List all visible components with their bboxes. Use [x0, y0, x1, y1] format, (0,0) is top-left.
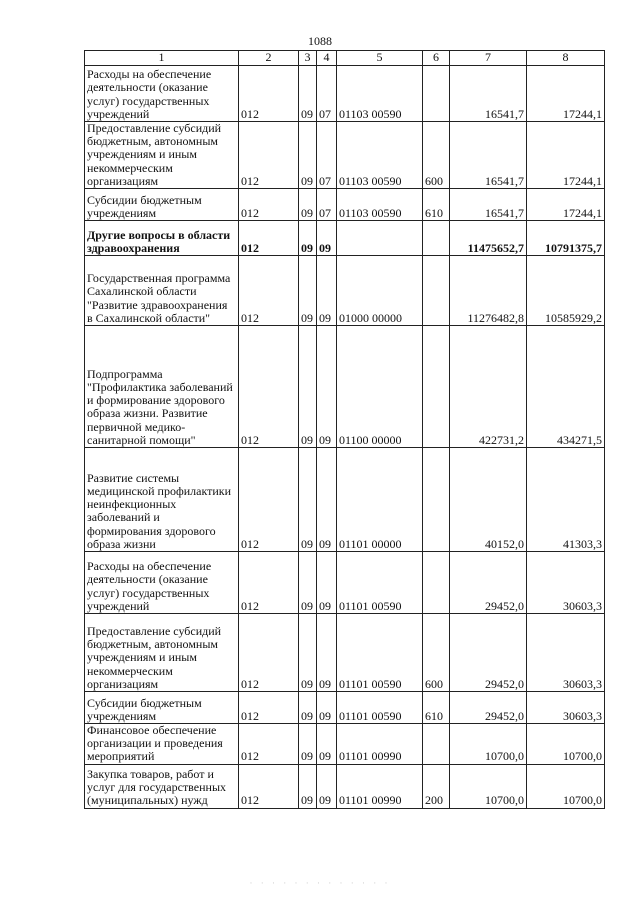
- ministry-code-cell: 012: [239, 448, 299, 552]
- table-row: [85, 614, 605, 692]
- amount-year1-cell: 16541,7: [450, 122, 527, 189]
- row-name-cell: Расходы на обеспечение деятельности (оказание услуг) государственных учреждений: [85, 552, 239, 614]
- target-article-cell: 01101 00590: [337, 552, 423, 614]
- ministry-code-cell: 012: [239, 66, 299, 122]
- section-code-cell: 09: [299, 189, 317, 221]
- table-row: [85, 692, 605, 724]
- expense-type-cell: [423, 326, 450, 448]
- expense-type-cell: [423, 552, 450, 614]
- table-row: [85, 326, 605, 448]
- expense-type-cell: [423, 66, 450, 122]
- ministry-code-cell: 012: [239, 326, 299, 448]
- amount-year2-cell: 10791375,7: [527, 221, 605, 256]
- column-header: 8: [527, 51, 605, 66]
- target-article-cell: 01100 00000: [337, 326, 423, 448]
- section-code-cell: 09: [299, 692, 317, 724]
- column-header: 1: [85, 51, 239, 66]
- page-number: 1088: [308, 34, 332, 48]
- target-article-cell: 01101 00590: [337, 614, 423, 692]
- expense-type-cell: [423, 221, 450, 256]
- ministry-code-cell: 012: [239, 221, 299, 256]
- amount-year2-cell: 30603,3: [527, 614, 605, 692]
- subsection-code-cell: 09: [317, 552, 337, 614]
- target-article-cell: 01000 00000: [337, 256, 423, 326]
- section-code-cell: 09: [299, 448, 317, 552]
- scan-noise: · · · · · · · · · · · · ·: [249, 878, 391, 888]
- header-row: [85, 51, 605, 66]
- amount-year1-cell: 16541,7: [450, 189, 527, 221]
- amount-year1-cell: 29452,0: [450, 692, 527, 724]
- amount-year2-cell: 30603,3: [527, 552, 605, 614]
- table-row: [85, 189, 605, 221]
- section-code-cell: 09: [299, 552, 317, 614]
- column-header: 3: [299, 51, 317, 66]
- target-article-cell: 01103 00590: [337, 66, 423, 122]
- amount-year1-cell: 422731,2: [450, 326, 527, 448]
- row-name-cell: Финансовое обеспечение организации и проведения мероприятий: [85, 724, 239, 765]
- amount-year2-cell: 10585929,2: [527, 256, 605, 326]
- subsection-code-cell: 07: [317, 66, 337, 122]
- row-name-cell: Субсидии бюджетным учреждениям: [85, 189, 239, 221]
- section-code-cell: 09: [299, 122, 317, 189]
- table-row: [85, 764, 605, 808]
- subsection-code-cell: 09: [317, 614, 337, 692]
- subsection-code-cell: 07: [317, 189, 337, 221]
- expense-type-cell: 600: [423, 614, 450, 692]
- amount-year2-cell: 30603,3: [527, 692, 605, 724]
- table-row: [85, 66, 605, 122]
- target-article-cell: [337, 221, 423, 256]
- amount-year2-cell: 17244,1: [527, 122, 605, 189]
- ministry-code-cell: 012: [239, 189, 299, 221]
- row-name-cell: Предоставление субсидий бюджетным, автономным учреждениям и иным некоммерческим организациям: [85, 614, 239, 692]
- amount-year2-cell: 17244,1: [527, 189, 605, 221]
- column-header: 2: [239, 51, 299, 66]
- row-name-cell: Государственная программа Сахалинской области "Развитие здравоохранения в Сахалинской области": [85, 256, 239, 326]
- column-header: 4: [317, 51, 337, 66]
- expense-type-cell: 200: [423, 764, 450, 808]
- amount-year1-cell: 40152,0: [450, 448, 527, 552]
- section-code-cell: 09: [299, 326, 317, 448]
- amount-year1-cell: 16541,7: [450, 66, 527, 122]
- section-code-cell: 09: [299, 256, 317, 326]
- ministry-code-cell: 012: [239, 724, 299, 765]
- amount-year2-cell: 10700,0: [527, 764, 605, 808]
- expense-type-cell: [423, 448, 450, 552]
- table-row: [85, 448, 605, 552]
- section-code-cell: 09: [299, 724, 317, 765]
- ministry-code-cell: 012: [239, 122, 299, 189]
- expense-type-cell: 600: [423, 122, 450, 189]
- amount-year1-cell: 29452,0: [450, 614, 527, 692]
- target-article-cell: 01101 00590: [337, 692, 423, 724]
- ministry-code-cell: 012: [239, 256, 299, 326]
- subsection-code-cell: 07: [317, 122, 337, 189]
- target-article-cell: 01101 00000: [337, 448, 423, 552]
- column-header: 7: [450, 51, 527, 66]
- target-article-cell: 01103 00590: [337, 122, 423, 189]
- expense-type-cell: [423, 724, 450, 765]
- amount-year2-cell: 41303,3: [527, 448, 605, 552]
- amount-year1-cell: 10700,0: [450, 724, 527, 765]
- amount-year1-cell: 10700,0: [450, 764, 527, 808]
- amount-year2-cell: 17244,1: [527, 66, 605, 122]
- ministry-code-cell: 012: [239, 764, 299, 808]
- table-row: [85, 724, 605, 765]
- section-code-cell: 09: [299, 66, 317, 122]
- subsection-code-cell: 09: [317, 256, 337, 326]
- expense-type-cell: [423, 256, 450, 326]
- section-code-cell: 09: [299, 764, 317, 808]
- subsection-code-cell: 09: [317, 724, 337, 765]
- column-header: 6: [423, 51, 450, 66]
- amount-year1-cell: 11475652,7: [450, 221, 527, 256]
- row-name-cell: Подпрограмма "Профилактика заболеваний и формирование здорового образа жизни. Развитие первичной медико-санитарной помощи": [85, 326, 239, 448]
- row-name-cell: Развитие системы медицинской профилактики неинфекционных заболеваний и формирования здорового образа жизни: [85, 448, 239, 552]
- amount-year2-cell: 434271,5: [527, 326, 605, 448]
- table-row: [85, 552, 605, 614]
- amount-year1-cell: 29452,0: [450, 552, 527, 614]
- row-name-cell: Закупка товаров, работ и услуг для государственных (муниципальных) нужд: [85, 764, 239, 808]
- table-row: [85, 256, 605, 326]
- target-article-cell: 01101 00990: [337, 724, 423, 765]
- ministry-code-cell: 012: [239, 692, 299, 724]
- table-row: [85, 122, 605, 189]
- amount-year1-cell: 11276482,8: [450, 256, 527, 326]
- amount-year2-cell: 10700,0: [527, 724, 605, 765]
- row-name-cell: Субсидии бюджетным учреждениям: [85, 692, 239, 724]
- expense-type-cell: 610: [423, 692, 450, 724]
- expense-type-cell: 610: [423, 189, 450, 221]
- subsection-code-cell: 09: [317, 764, 337, 808]
- row-name-cell: Другие вопросы в области здравоохранения: [85, 221, 239, 256]
- section-code-cell: 09: [299, 221, 317, 256]
- target-article-cell: 01101 00990: [337, 764, 423, 808]
- column-header: 5: [337, 51, 423, 66]
- target-article-cell: 01103 00590: [337, 189, 423, 221]
- ministry-code-cell: 012: [239, 552, 299, 614]
- subsection-code-cell: 09: [317, 692, 337, 724]
- row-name-cell: Предоставление субсидий бюджетным, автономным учреждениям и иным некоммерческим организациям: [85, 122, 239, 189]
- row-name-cell: Расходы на обеспечение деятельности (оказание услуг) государственных учреждений: [85, 66, 239, 122]
- section-code-cell: 09: [299, 614, 317, 692]
- subsection-code-cell: 09: [317, 448, 337, 552]
- table-row: [85, 221, 605, 256]
- budget-table: [84, 50, 605, 809]
- ministry-code-cell: 012: [239, 614, 299, 692]
- subsection-code-cell: 09: [317, 326, 337, 448]
- subsection-code-cell: 09: [317, 221, 337, 256]
